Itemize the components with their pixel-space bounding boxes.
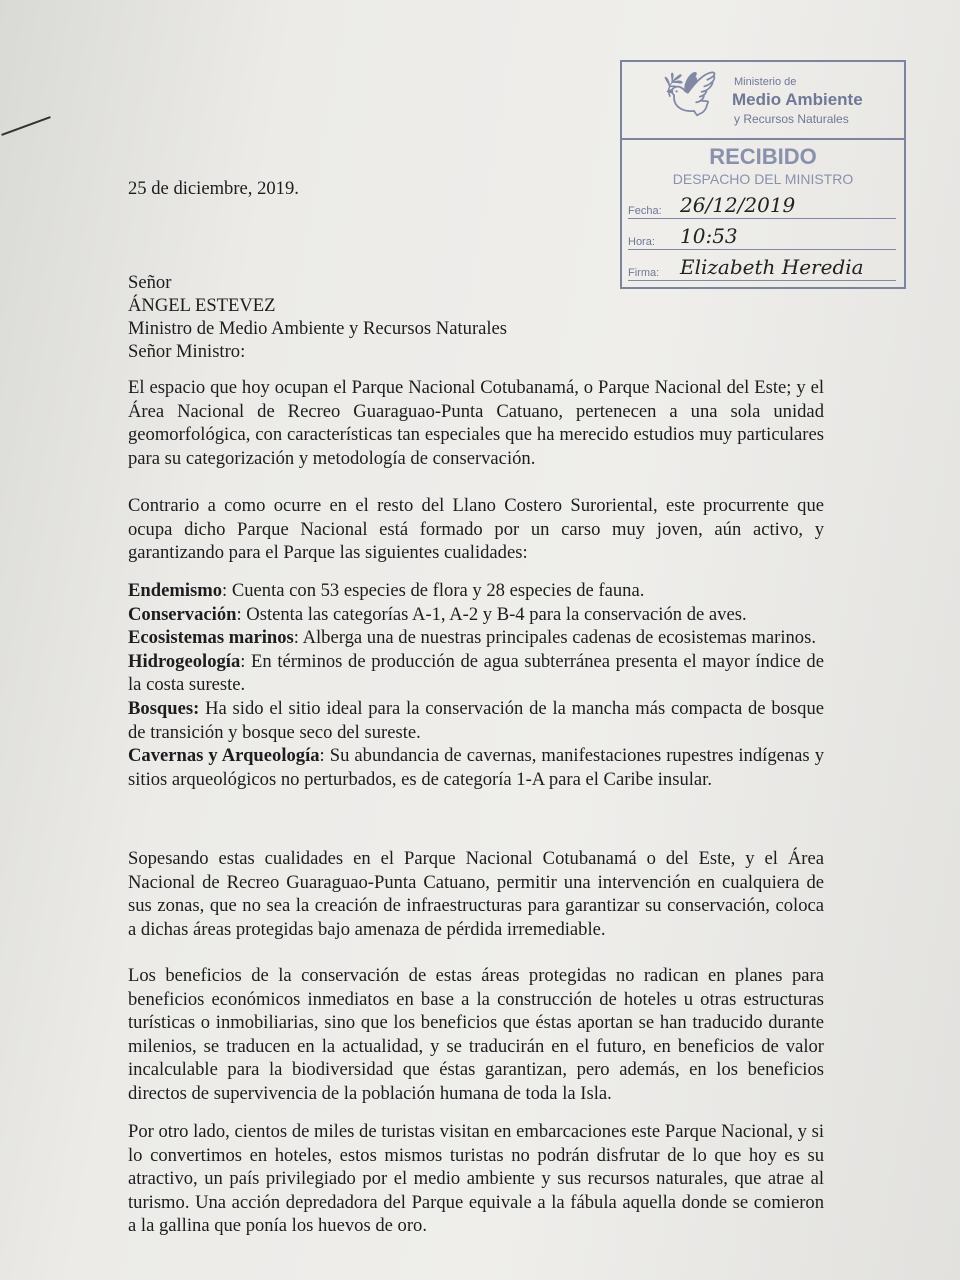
qualities-list [128, 579, 824, 791]
quality-item [128, 626, 824, 650]
pen-mark [1, 116, 51, 136]
stamp-ministry-line2: Medio Ambiente [732, 90, 863, 109]
quality-text: : Ostenta las categorías A-1, A-2 y B-4 para la conservación de aves. [236, 603, 747, 625]
stamp-time-row [628, 221, 896, 250]
quality-item [128, 744, 824, 791]
recipient-title: Ministro de Medio Ambiente y Recursos Naturales [128, 318, 508, 339]
received-stamp [620, 60, 906, 289]
quality-text: : En términos de producción de agua subterránea presenta el mayor índice de la costa sureste. [128, 650, 824, 696]
stamp-signature-value: Elizabeth Heredia [680, 255, 864, 279]
stamp-date-row [628, 190, 896, 219]
stamp-ministry-line1: Ministerio de [734, 76, 797, 88]
greeting: Señor Ministro: [128, 341, 246, 362]
paragraph-5: Por otro lado, cientos de miles de turistas visitan en embarcaciones este Parque Nacional, y si lo convertimos en hoteles, estos mismos turistas no podrán disfrutar de lo que hoy es su atractivo, un país privilegiado por el medio ambiente y sus recursos naturales, que atrae al turismo. Una acción depredadora del Parque equivale a la fábula aquella donde se comieron a la gallina que ponía los huevos de oro. [128, 1121, 824, 1237]
paragraph-4: Los beneficios de la conservación de estas áreas protegidas no radican en planes para beneficios económicos inmediatos en base a la construcción de hoteles u otras estructuras turísticas o inmobiliarias, sino que los beneficios que éstas aportan se han traducido durante milenios, se traducen en la actualidad, y se traducirán en el futuro, en beneficios de valor incalculable para la biodiversidad que éstas garantizan, pero además, en los beneficios directos de supervivencia de la población humana de toda la Isla. [128, 965, 824, 1104]
recipient-name: ÁNGEL ESTEVEZ [128, 295, 276, 316]
quality-text: : Cuenta con 53 especies de flora y 28 especies de fauna. [222, 580, 645, 601]
quality-term: Endemismo [128, 580, 223, 601]
quality-term: Bosques: [128, 697, 200, 719]
letter-date: 25 de diciembre, 2019. [128, 178, 299, 199]
quality-text: : Su abundancia de cavernas, manifestaciones rupestres indígenas y sitios arqueológicos no perturbados, es de categoría 1-A para el Caribe insular. [128, 745, 824, 790]
stamp-time-value: 10:53 [680, 224, 738, 248]
quality-item [128, 697, 824, 744]
salutation: Señor [128, 272, 172, 293]
dove-leaf-icon: 🕊 [662, 70, 718, 119]
stamp-date-label: Fecha: [628, 205, 662, 217]
paragraph-2: Contrario a como ocurre en el resto del Llano Costero Suroriental, este procurrente que ocupa dicho Parque Nacional está formado por un carso muy joven, aún activo, y garantizando para el Parque las siguientes cualidades: [128, 495, 824, 564]
quality-term: Cavernas y Arqueología [128, 745, 320, 767]
stamp-date-value: 26/12/2019 [680, 193, 796, 217]
quality-term: Conservación [128, 603, 237, 625]
stamp-signature-label: Firma: [628, 267, 660, 279]
stamp-header [622, 62, 904, 140]
quality-text: : Alberga una de nuestras principales cadenas de ecosistemas marinos. [293, 627, 816, 649]
quality-text: Ha sido el sitio ideal para la conservación de la mancha más compacta de bosque de transición y bosque seco del sureste. [128, 697, 824, 743]
stamp-signature-row [628, 252, 896, 281]
paragraph-1: El espacio que hoy ocupan el Parque Nacional Cotubanamá, o Parque Nacional del Este; y el Área Nacional de Recreo Guaraguao-Punta Catuano, pertenecen a una sola unidad geomorfológica, con características tan especiales que ha merecido estudios muy particulares para su categorización y metodología de conservación. [128, 377, 824, 469]
paragraph-3: Sopesando estas cualidades en el Parque Nacional Cotubanamá o del Este, y el Área Nacional de Recreo Guaraguao-Punta Catuano, permitir una intervención en cualquiera de sus zonas, que no sea la creación de infraestructuras para garantizar su conservación, coloca a dichas áreas protegidas bajo amenaza de pérdida irremediable. [128, 848, 824, 940]
quality-item [128, 603, 824, 627]
quality-item [128, 579, 824, 603]
quality-term: Hidrogeología [128, 650, 241, 672]
quality-item [128, 650, 824, 697]
stamp-ministry-line3: y Recursos Naturales [734, 112, 849, 126]
stamp-received: RECIBIDO [709, 144, 817, 169]
quality-term: Ecosistemas marinos [128, 627, 294, 649]
stamp-office: DESPACHO DEL MINISTRO [672, 171, 854, 187]
stamp-time-label: Hora: [628, 236, 655, 248]
